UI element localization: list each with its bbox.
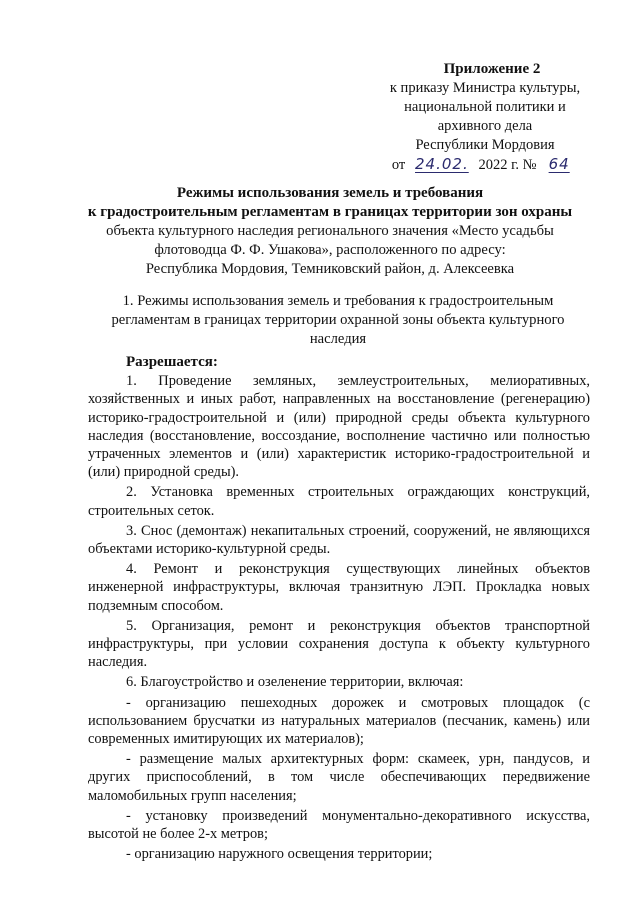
title-line-5: Республика Мордовия, Темниковский район, д. Алексеевка [145,261,515,277]
order-year: 2022 г. № [478,157,537,173]
appendix-line-2: национальной политики и [404,99,566,115]
appendix-line-4: Республики Мордовия [415,137,555,153]
appendix-line-1: к приказу Министра культуры, [389,80,581,96]
appendix-title: Приложение 2 [443,61,541,77]
title-line-2: к градостроительным регламентам в границах территории зон охраны [87,204,573,220]
landscaping-sub-item-2: - размещение малых архитектурных форм: скамеек, урн, пандусов, и других приспособлений, в том числе обеспечивающих передвижение маломобильных групп населения; [88,751,590,804]
allowed-item-3: 3. Снос (демонтаж) некапитальных строений, сооружений, не являющихся объектами историко-культурной среды. [88,522,590,558]
allowed-item-1: 1. Проведение земляных, землеустроительных, мелиоративных, хозяйственных и иных работ, направленных на восстановление (регенерацию) историко-градостроительной и (или) природной среды объекта культурного наследия (восстановление, воссоздание, восполнение частично или полностью утраченных элементов и (или) характеристик историко-градостроительной и (или) природной среды). [88,373,590,481]
order-line [340,155,630,175]
appendix-line-3: архивного дела [437,118,533,134]
document-body [88,353,590,865]
order-date-handwritten: 24.02. [415,155,469,173]
title-line-4: флотоводца Ф. Ф. Ушакова», расположенного по адресу: [154,242,506,258]
landscaping-sub-item-4: - организацию наружного освещения территории; [126,846,433,863]
order-prefix: от [391,157,406,173]
allowed-item-6: 6. Благоустройство и озеленение территории, включая: [126,674,464,691]
allowed-item-2: 2. Установка временных строительных ограждающих конструкций, строительных сеток. [88,484,590,519]
section-1-heading: 1. Режимы использования земель и требования к градостроительным регламентам в границах территории охранной зоны объекта культурного наследия [111,293,565,347]
appendix-header [340,60,630,175]
title-line-1: Режимы использования земель и требования [176,185,484,201]
allowed-item-5: 5. Организация, ремонт и реконструкция объектов транспортной инфраструктуры, при условии сохранения доступа к объекту культурного наследия. [88,617,590,671]
document-title [60,184,600,279]
landscaping-sub-item-1: - организацию пешеходных дорожек и смотровых площадок (с использованием брусчатки из натуральных материалов (песчаник, камень) или современных имитирующих их материалов); [88,694,590,748]
allowed-item-4: 4. Ремонт и реконструкция существующих линейных объектов инженерной инфраструктуры, включая транзитную ЛЭП. Прокладка новых подземным способом. [88,561,590,614]
allowed-heading: Разрешается: [126,354,218,370]
landscaping-sub-item-3: - установку произведений монументально-декоративного искусства, высотой не более 2-х метров; [88,807,590,843]
order-number-handwritten: 64 [548,155,570,173]
title-line-3: объекта культурного наследия регионального значения «Место усадьбы [106,223,554,239]
